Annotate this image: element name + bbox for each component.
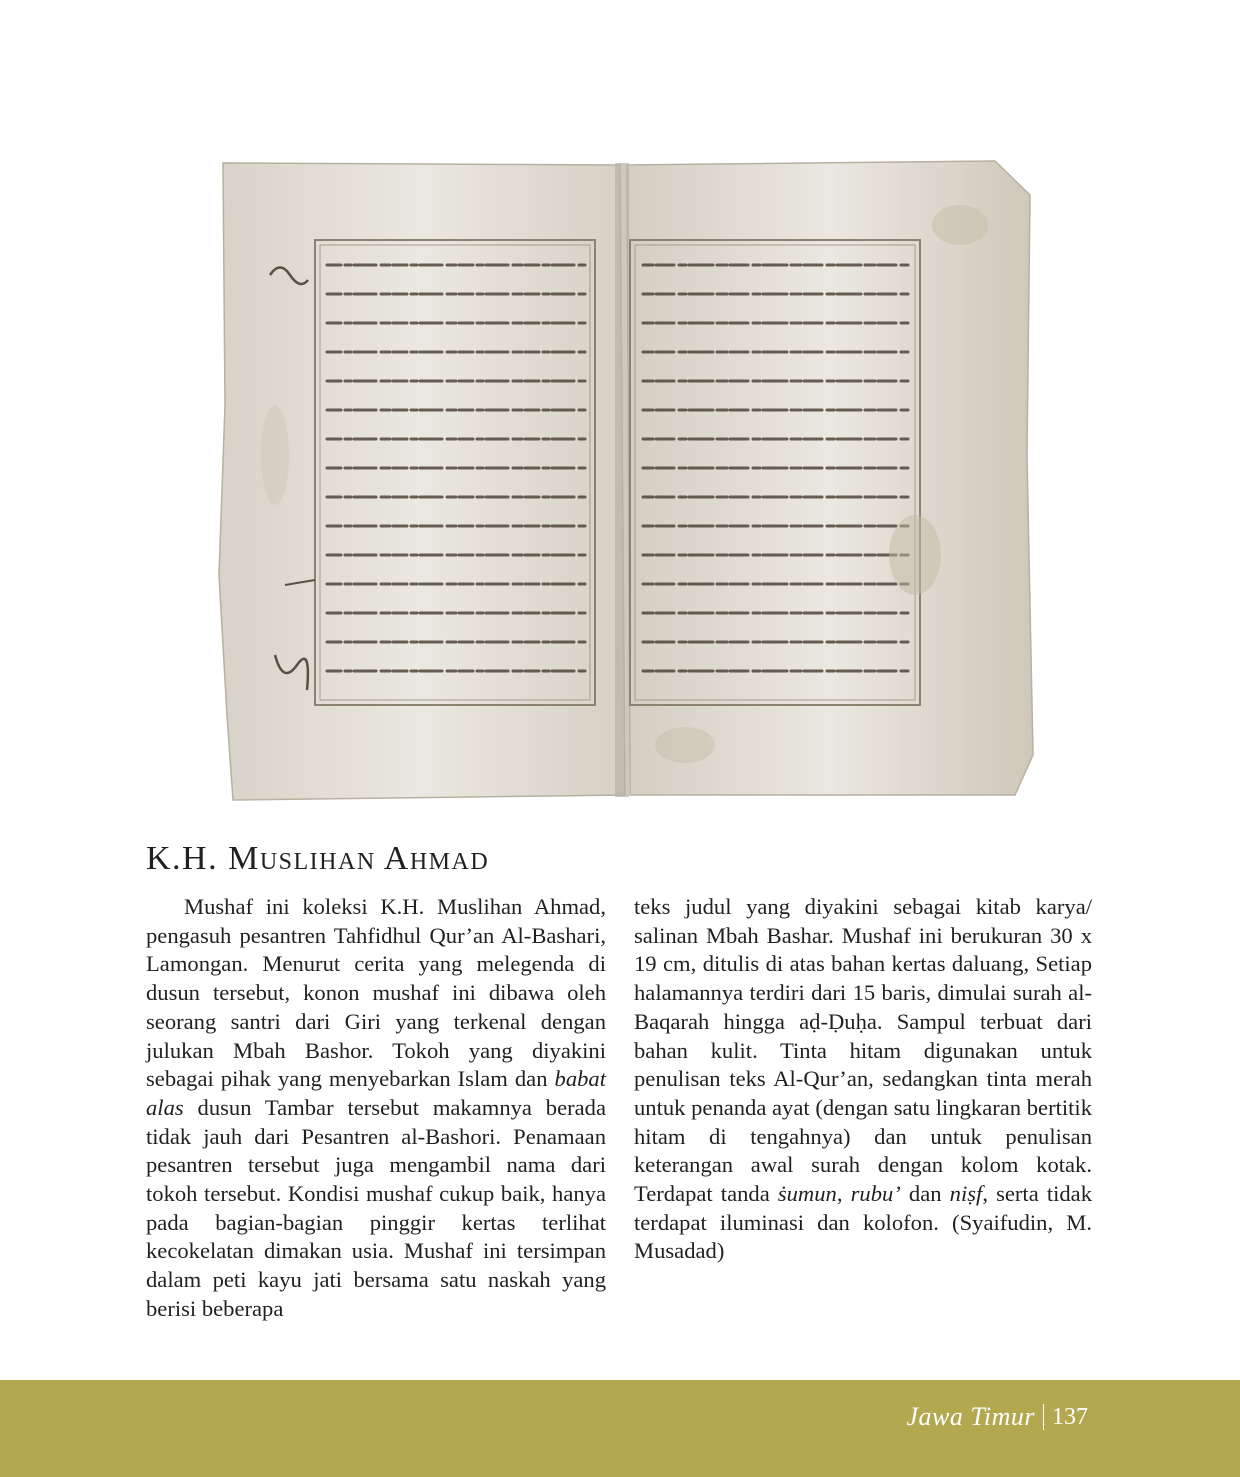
text-run: , [836, 1181, 851, 1207]
italic-term: niṣf [949, 1181, 983, 1207]
italic-term: babat alas [146, 1066, 606, 1120]
italic-term: ṡumun [777, 1181, 837, 1207]
page-number: 137 [1052, 1403, 1088, 1430]
body-column-left [146, 893, 606, 1324]
running-title: Jawa Timur [906, 1402, 1035, 1431]
text-run: teks judul yang diyakini sebagai kitab karya/ salinan Mbah Bashar. Mushaf ini berukuran 30 x 19 cm, ditulis di atas bahan kertas daluang, Setiap halamannya terdiri dari 15 baris, dimulai surah al-Baqarah hingga aḍ-Ḍuḥa. Sampul terbuat dari bahan kulit. Tinta hitam digunakan untuk penulisan teks Al-Qur’an, sedangkan tinta merah untuk penanda ayat (dengan satu lingkaran bertitik hitam di tengahnya) dan untuk penulisan keterangan awal surah dengan kolom kotak. Terdapat tanda [634, 894, 1092, 1207]
manuscript-photo [215, 155, 1035, 805]
paragraph [634, 893, 1092, 1266]
text-run: dusun Tambar tersebut makamnya berada tidak jauh dari Pesantren al-Bashori. Penamaan pesantren tersebut juga mengambil nama dari tokoh tersebut. Kondisi mushaf cukup baik, hanya pada bagian-bagian pinggir kertas terlihat kecokelatan dimakan usia. Mushaf ini tersimpan dalam peti kayu jati bersama satu naskah yang berisi beberapa [146, 1094, 606, 1321]
paragraph [146, 893, 606, 1324]
text-run: dan [900, 1181, 950, 1207]
text-run: , serta tidak terdapat iluminasi dan kolofon. (Syaifudin, M. Musadad) [634, 1181, 1093, 1264]
footer-divider [1043, 1404, 1044, 1430]
body-column-right [634, 893, 1092, 1266]
footer-band [0, 1380, 1240, 1477]
footer-label [906, 1402, 1088, 1432]
italic-term: rubu’ [850, 1181, 901, 1207]
section-heading: K.H. Muslihan Ahmad [146, 840, 490, 877]
text-run: Mushaf ini koleksi K.H. Muslihan Ahmad, pengasuh pesantren Tahfidhul Qur’an Al-Bashari, Lamongan. Menurut cerita yang melegenda di dusun tersebut, konon mushaf ini dibawa oleh seorang santri dari Giri yang terkenal dengan julukan Mbah Bashor. Tokoh yang diyakini sebagai pihak yang menyebarkan Islam dan [146, 894, 606, 1092]
